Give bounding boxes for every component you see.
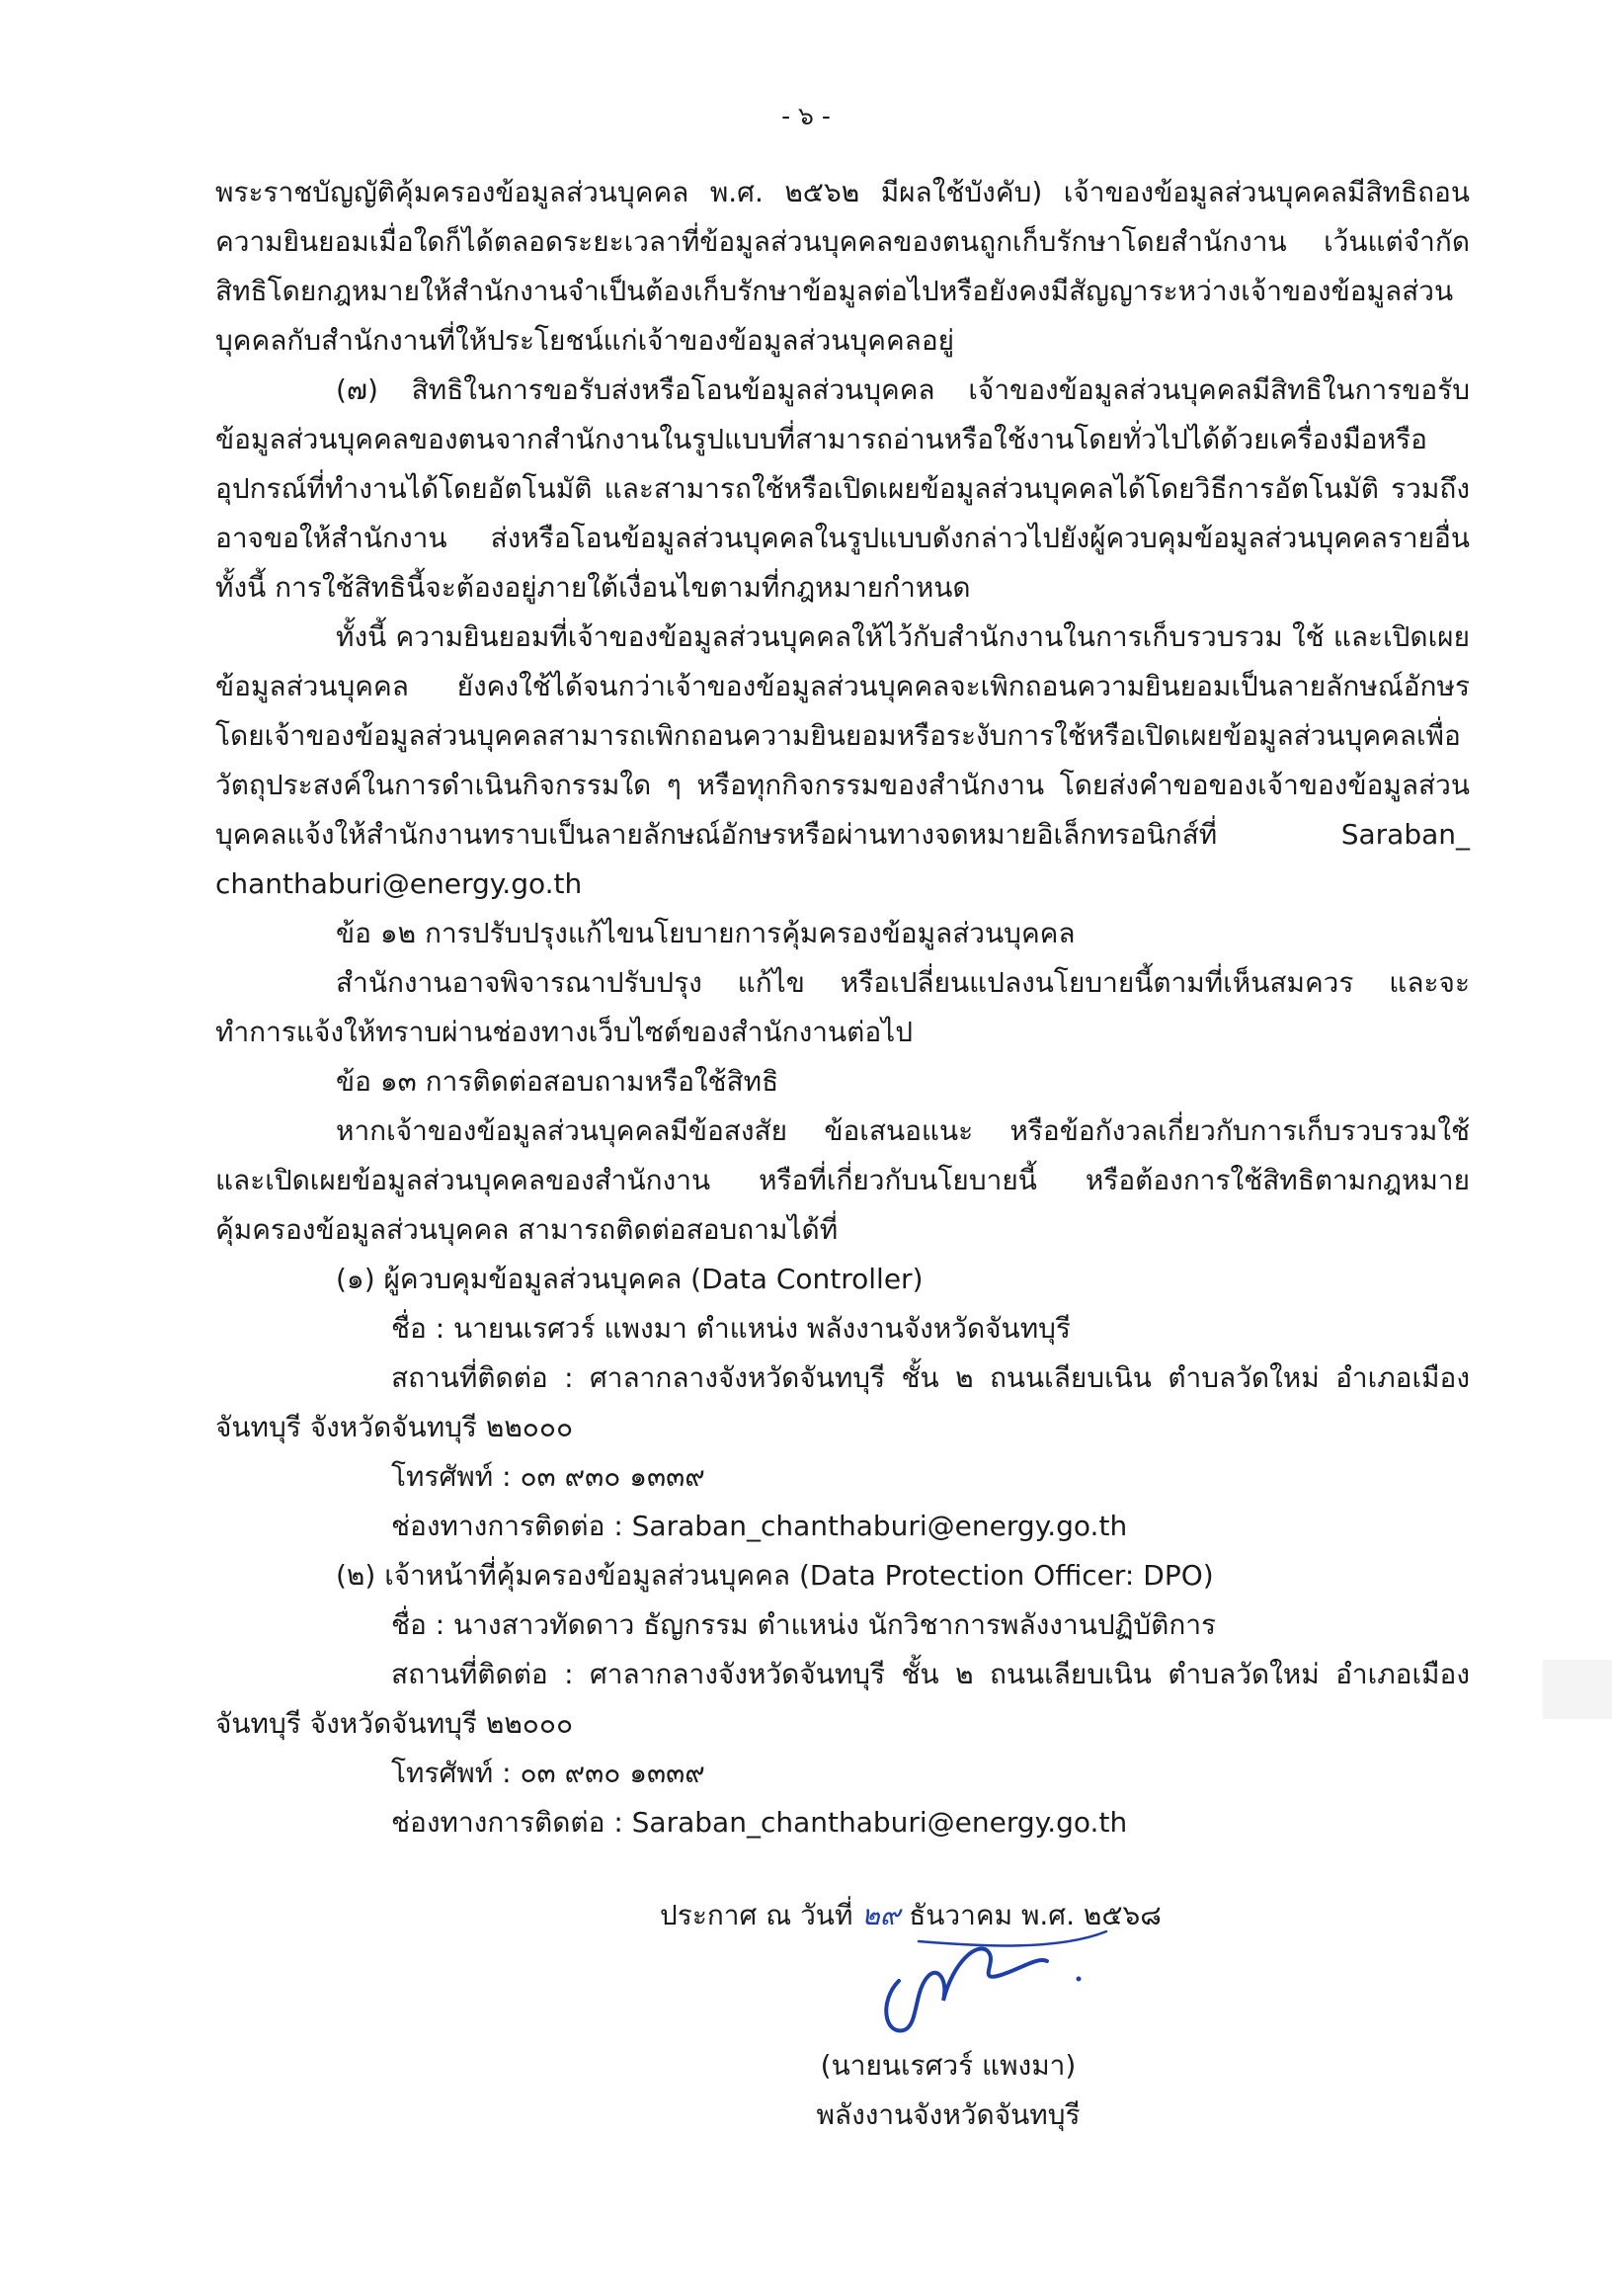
page-number: - ๖ - [781,102,831,130]
contact-controller [215,1255,1470,1551]
paragraph-consent-withdrawal-cont: พระราชบัญญัติคุ้มครองข้อมูลส่วนบุคคล พ.ศ. ๒๕๖๒ มีผลใช้บังคับ) เจ้าของข้อมูลส่วนบุคคลมีสิทธิถอนความยินยอมเมื่อใดก็ได้ตลอดระยะเวลาที่ข้อมูลส่วนบุคคลของตนถูกเก็บรักษาโดยสำนักงาน เว้นแต่จำกัดสิทธิโดยกฎหมายให้สำนักงานจำเป็นต้องเก็บรักษาข้อมูลต่อไปหรือยังคงมีสัญญาระหว่างเจ้าของข้อมูลส่วนบุคคลกับสำนักงานที่ให้ประโยชน์แก่เจ้าของข้อมูลส่วนบุคคลอยู่ [215,176,1470,357]
date-prefix: ประกาศ ณ วันที่ [660,1899,853,1931]
paragraph-consent-revocation: ทั้งนี้ ความยินยอมที่เจ้าของข้อมูลส่วนบุคคลให้ไว้กับสำนักงานในการเก็บรวบรวม ใช้ และเปิดเผยข้อมูลส่วนบุคคล ยังคงใช้ได้จนกว่าเจ้าของข้อมูลส่วนบุคคลจะเพิกถอนความยินยอมเป็นลายลักษณ์อักษรโดยเจ้าของข้อมูลส่วนบุคคลสามารถเพิกถอนความยินยอมหรือระงับการใช้หรือเปิดเผยข้อมูลส่วนบุคคลเพื่อวัตถุประสงค์ในการดำเนินกิจกรรมใด ๆ หรือทุกกิจกรรมของสำนักงาน โดยส่งคำขอของเจ้าของข้อมูลส่วนบุคคลแจ้งให้สำนักงานทราบเป็นลายลักษณ์อักษรหรือผ่านทางจดหมายอิเล็กทรอนิกส์ที่ Saraban_ chanthaburi@energy.go.th [215,620,1470,900]
contact-name: ชื่อ : นางสาวทัดดาว ธัญกรรม ตำแหน่ง นักวิชาการพลังงานปฏิบัติการ [391,1608,1217,1641]
signature-image [859,1922,1116,2040]
contact-heading: (๑) ผู้ควบคุมข้อมูลส่วนบุคคล (Data Controller) [336,1263,924,1295]
section-13-heading: ข้อ ๑๓ การติดต่อสอบถามหรือใช้สิทธิ [336,1065,779,1098]
contact-address: สถานที่ติดต่อ : ศาลากลางจังหวัดจันทบุรี ชั้น ๒ ถนนเลียบเนิน ตำบลวัดใหม่ อำเภอเมืองจันทบุรี จังหวัดจันทบุรี ๒๒๐๐๐ [215,1658,1470,1740]
paragraph-contact-intro: หากเจ้าของข้อมูลส่วนบุคคลมีข้อสงสัย ข้อเสนอแนะ หรือข้อกังวลเกี่ยวกับการเก็บรวบรวมใช้ และเปิดเผยข้อมูลส่วนบุคคลของสำนักงาน หรือที่เกี่ยวกับนโยบายนี้ หรือต้องการใช้สิทธิตามกฎหมายคุ้มครองข้อมูลส่วนบุคคล สามารถติดต่อสอบถามได้ที่ [215,1114,1470,1246]
contact-name: ชื่อ : นายนเรศวร์ แพงมา ตำแหน่ง พลังงานจังหวัดจันทบุรี [391,1312,1071,1345]
contact-heading: (๒) เจ้าหน้าที่คุ้มครองข้อมูลส่วนบุคคล (Data Protection Officer: DPO) [336,1559,1214,1592]
date-day-handwritten: ๒๙ [861,1899,901,1931]
paragraph-policy-update: สำนักงานอาจพิจารณาปรับปรุง แก้ไข หรือเปลี่ยนแปลงนโยบายนี้ตามที่เห็นสมควร และจะทำการแจ้งให้ทราบผ่านช่องทางเว็บไซต์ของสำนักงานต่อไป [215,966,1470,1048]
signatory-name: (นายนเรศวร์ แพงมา) [820,2049,1077,2082]
contact-dpo [215,1551,1470,1847]
document-body [215,168,1470,1847]
contact-channel: ช่องทางการติดต่อ : Saraban_chanthaburi@energy.go.th [391,1806,1128,1839]
section-12-heading: ข้อ ๑๒ การปรับปรุงแก้ไขนโยบายการคุ้มครองข้อมูลส่วนบุคคล [336,917,1076,949]
contact-phone: โทรศัพท์ : ๐๓ ๙๓๐ ๑๓๓๙ [391,1460,705,1493]
paragraph-right-portability: (๗) สิทธิในการขอรับส่งหรือโอนข้อมูลส่วนบุคคล เจ้าของข้อมูลส่วนบุคคลมีสิทธิในการขอรับข้อมูลส่วนบุคคลของตนจากสำนักงานในรูปแบบที่สามารถอ่านหรือใช้งานโดยทั่วไปได้ด้วยเครื่องมือหรืออุปกรณ์ที่ทำงานได้โดยอัตโนมัติ และสามารถใช้หรือเปิดเผยข้อมูลส่วนบุคคลได้โดยวิธีการอัตโนมัติ รวมถึงอาจขอให้สำนักงาน ส่งหรือโอนข้อมูลส่วนบุคคลในรูปแบบดังกล่าวไปยังผู้ควบคุมข้อมูลส่วนบุคคลรายอื่น ทั้งนี้ การใช้สิทธินี้จะต้องอยู่ภายใต้เงื่อนไขตามที่กฎหมายกำหนด [215,373,1470,604]
contact-channel: ช่องทางการติดต่อ : Saraban_chanthaburi@energy.go.th [391,1510,1128,1542]
date-suffix: ธันวาคม พ.ศ. ๒๕๖๘ [909,1899,1162,1931]
contact-address: สถานที่ติดต่อ : ศาลากลางจังหวัดจันทบุรี ชั้น ๒ ถนนเลียบเนิน ตำบลวัดใหม่ อำเภอเมืองจันทบุรี จังหวัดจันทบุรี ๒๒๐๐๐ [215,1361,1470,1443]
scan-artifact [1543,1660,1612,1719]
signatory-position: พลังงานจังหวัดจันทบุรี [816,2098,1081,2131]
contact-phone: โทรศัพท์ : ๐๓ ๙๓๐ ๑๓๓๙ [391,1757,705,1789]
